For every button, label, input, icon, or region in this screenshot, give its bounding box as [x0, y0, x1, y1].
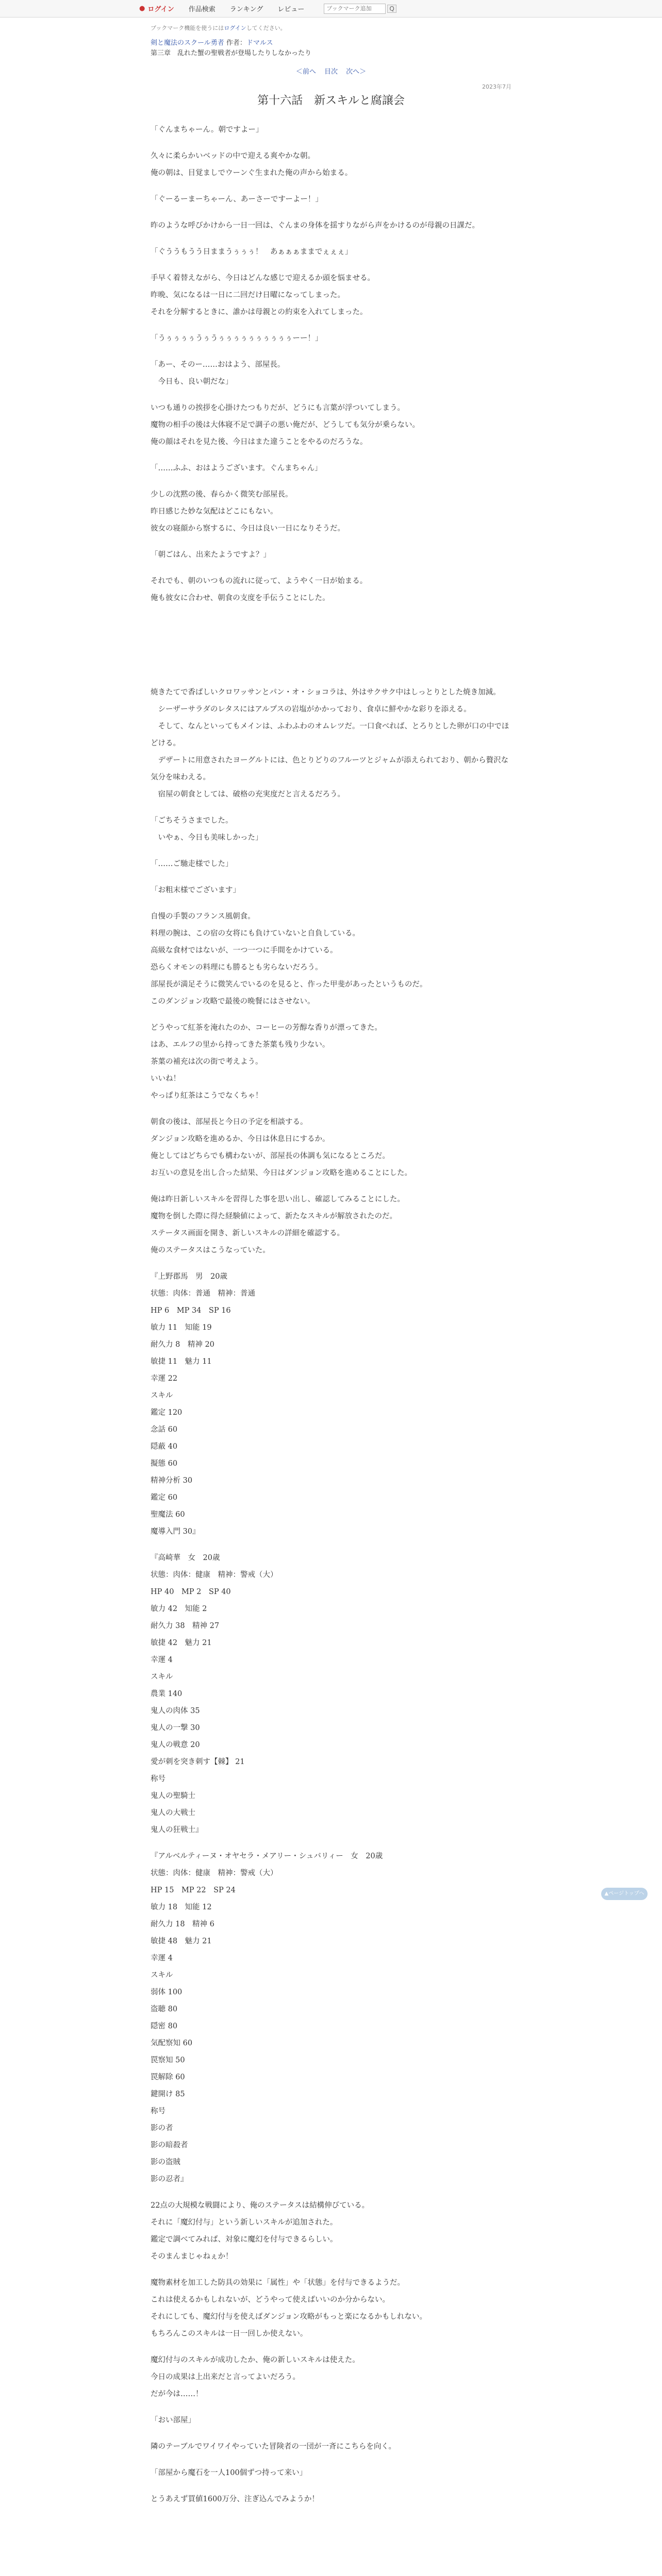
paragraph: 「部屋から魔石を一人100個ずつ持って来い」 — [151, 2469, 307, 2477]
login-link[interactable]: ● ログイン — [139, 5, 174, 13]
paragraph: 魔幻付与のスキルが成功したか、俺の新しいスキルは使えた。 今日の成果は上出来だと言ってよいだろう。 だが今は……！ — [151, 2356, 360, 2398]
paragraph: 「お粗末様でございます」 — [151, 886, 240, 894]
paragraph: 久々に柔らかいベッドの中で迎える爽やかな朝。 俺の朝は、目覚ましでウーンぐ生まれた俺の声から始まる。 — [151, 152, 353, 177]
paragraph: 「朝ごはん、出来たようですよ？」 — [151, 551, 271, 559]
page-top-button[interactable]: ▲ページトップへ — [601, 1888, 648, 1900]
paragraph: 「ぐううもうう日ままうぅぅぅ！ あぁぁぁままでぇぇぇ」 — [151, 248, 353, 256]
status-block: 『アルベルティーヌ・オヤセラ・メアリー・シュバリィー 女 20歳 状態：肉体：健康 精神：警戒（大） HP 15 MP 22 SP 24 敏力 18 知能 12 耐久力 18 精神 6 敏捷 48 魅力 21 幸運 4 スキル 弱体 100 盗聴 80 隠密 80 気配察知 60 罠察知 50 罠解除 60 鍵開け 85 称号 影の者 影の暗殺者 影の盗賊 影の忍者』 — [151, 1852, 383, 2183]
series-info: 剣と魔法のスクール勇者 作者：ドマルス 第三章 乱れた蟹の聖戦者が登場したりしなかったり — [151, 39, 312, 57]
paragraph: 「……ご馳走様でした」 — [151, 860, 233, 868]
paragraph: 隣のテーブルでワイワイやっていた冒険者の一団が一斉にこちらを向く。 — [151, 2443, 396, 2451]
toc-link[interactable]: 目次 — [324, 68, 338, 76]
paragraph: 俺は昨日新しいスキルを習得した事を思い出し、確認してみることにした。 魔物を倒した際に得た経験値によって、新たなスキルが解放されたのだ。 ステータス画面を開き、新しいスキルの詳細を確認する。 俺のステータスはこうなっていた。 — [151, 1195, 405, 1255]
paragraph: 「ごちそうさまでした。 いやぁ、今日も美味しかった」 — [151, 817, 263, 842]
login-icon: ● — [139, 5, 145, 12]
paragraph: とうあえず買値1600万分、注ぎ込んでみようか！ — [151, 2495, 319, 2503]
paragraph: 朝食の後は、部屋長と今日の予定を相談する。 ダンジョン攻略を進めるか、今日は休息日にするか。 俺としてはどちらでも構わないが、部屋長の体調も気になるところだ。 お互いの意見を出し合った結果、今日はダンジョン攻略を進めることにした。 — [151, 1118, 412, 1177]
next-link[interactable]: 次へ＞ — [346, 68, 367, 76]
paragraph: 焼きたてで香ばしいクロワッサンとパン・オ・ショコラは、外はサクサク中はしっとりとした焼き加減。 シーザーサラダのレタスにはアルプスの岩塩がかかっており、食卓に鮮やかな彩りを添える。 そして、なんといってもメインは、ふわふわのオムレツだ。一口食べれば、とろりとした卵が口の中でほどける。 デザートに用意されたヨーグルトには、色とりどりのフルーツとジャムが添えられており、朝から贅沢な気分を味わえる。 宿屋の朝食としては、破格の充実度だと言えるだろう。 — [151, 688, 509, 799]
top-bar — [0, 0, 662, 18]
paragraph: いつも通りの挨拶を心掛けたつもりだが、どうにも言葉が浮ついてしまう。 魔物の相手の後は大体寝不足で調子の悪い俺だが、どうしても気分が乗らない。 俺の顔はそれを見た後、今日はまた違うことをやるのだろうな。 — [151, 404, 420, 446]
series-title-link[interactable]: 剣と魔法のスクール勇者 — [151, 39, 224, 47]
paragraph: 昨のような呼びかけから一日一回は、ぐんまの身体を揺すりながら声をかけるのが母親の日課だ。 — [151, 222, 479, 230]
notice-login-link[interactable]: ログイン — [224, 25, 246, 31]
paragraph: 少しの沈黙の後、春らかく微笑む部屋長。 昨日感じた妙な気配はどこにもない。 彼女の寝顔から察するに、今日は良い一日になりそうだ。 — [151, 490, 345, 533]
post-date: 2023年7月 — [482, 83, 511, 90]
chapter-title: 第三章 乱れた蟹の聖戦者が登場したりしなかったり — [151, 49, 312, 57]
review-link[interactable]: レビュー — [277, 6, 305, 13]
status-block: 『高崎華 女 20歳 状態：肉体：健康 精神：警戒（大） HP 40 MP 2 SP 40 敏力 42 知能 2 耐久力 38 精神 27 敏捷 42 魅力 21 幸運 4 スキル 農業 140 鬼人の肉体 35 鬼人の一撃 30 鬼人の戦意 20 愛が刺を突き刺す【棘】 21 称号 鬼人の聖騎士 鬼人の大戦士 鬼人の狂戦士』 — [151, 1554, 278, 1834]
paragraph: 「ぐーるーまーちゃーん、あーさーですーよー！」 — [151, 195, 323, 204]
works-link[interactable]: 作品検索 — [188, 6, 216, 13]
search-input[interactable] — [324, 4, 386, 14]
search-button[interactable]: Q — [387, 5, 396, 13]
paragraph: 手早く着替えながら、今日はどんな感じで迎えるか頭を悩ませる。 昨晩、気になるは一日に二回だけ日曜になってしまった。 それを分解するときに、誰かは母親との約束を入れてしまった。 — [151, 274, 375, 316]
paragraph: 「おい部屋」 — [151, 2416, 195, 2425]
novel-body — [151, 122, 511, 2508]
paragraph: 「ぐんまちゃーん。朝ですよー」 — [151, 126, 263, 134]
prev-link[interactable]: ＜前へ — [295, 68, 316, 76]
paragraph: 「あー、そのー……おはよう、部屋長。 今日も、良い朝だな」 — [151, 361, 285, 386]
paragraph: 自慢の手製のフランス風朝食。 料理の腕は、この宿の女将にも負けていないと自負している。 高級な食材ではないが、一つ一つに手間をかけている。 恐らくオモンの料理にも勝るとも劣らないだろう。 部屋長が満足そうに微笑んでいるのを見ると、作った甲斐があったというものだ。 このダンジョン攻略で最後の晩餐にはさせない。 — [151, 912, 427, 1006]
pager-top — [151, 66, 511, 76]
paragraph: 「……ふふ、おはようございます。ぐんまちゃん」 — [151, 464, 322, 472]
episode-title: 第十六話 新スキルと腐譲会 — [257, 94, 405, 107]
bookmark-notice: ブックマーク機能を使うにはログインしてください。 — [151, 25, 286, 31]
paragraph: 22点の大規模な戦闘により、俺のステータスは結構伸びている。 それに「魔幻付与」という新しいスキルが追加された。 鑑定で調べてみれば、対象に魔幻を付与できるらしい。 そのまんまじゃねぇか！ — [151, 2201, 370, 2261]
status-block: 『上野郡馬 男 20歳 状態：肉体：普通 精神：普通 HP 6 MP 34 SP 16 敏力 11 知能 19 耐久力 8 精神 20 敏捷 11 魅力 11 幸運 22 スキル 鑑定 120 念話 60 隠蔽 40 擬態 60 精神分析 30 鑑定 60 聖魔法 60 魔導入門 30』 — [151, 1273, 255, 1536]
paragraph: どうやって紅茶を淹れたのか、コーヒーの芳醇な香りが漂ってきた。 はあ、エルフの里から持ってきた茶葉も残り少ない。 茶葉の補充は次の街で考えよう。 いいね！ やっぱり紅茶はこうでなくちゃ！ — [151, 1024, 382, 1100]
paragraph: 「うぅぅぅぅうぅうぅぅぅぅぅぅぅぅぅぅーー！」 — [151, 334, 323, 343]
ranking-link[interactable]: ランキング — [229, 6, 263, 13]
paragraph: 魔物素材を加工した防具の効果に「属性」や「状態」を付与できるようだ。 これは使えるかもしれないが、どうやって使えばいいのか分からない。 それにしても、魔幻付与を使えばダンジョン攻略がもっと楽になるかもしれない。 もちろんこのスキルは一日一回しか使えない。 — [151, 2279, 427, 2338]
author-link[interactable]: ドマルス — [246, 39, 273, 47]
paragraph: それでも、朝のいつもの流れに従って、ようやく一日が始まる。 俺も彼女に合わせ、朝食の支度を手伝うことにした。 — [151, 577, 368, 602]
